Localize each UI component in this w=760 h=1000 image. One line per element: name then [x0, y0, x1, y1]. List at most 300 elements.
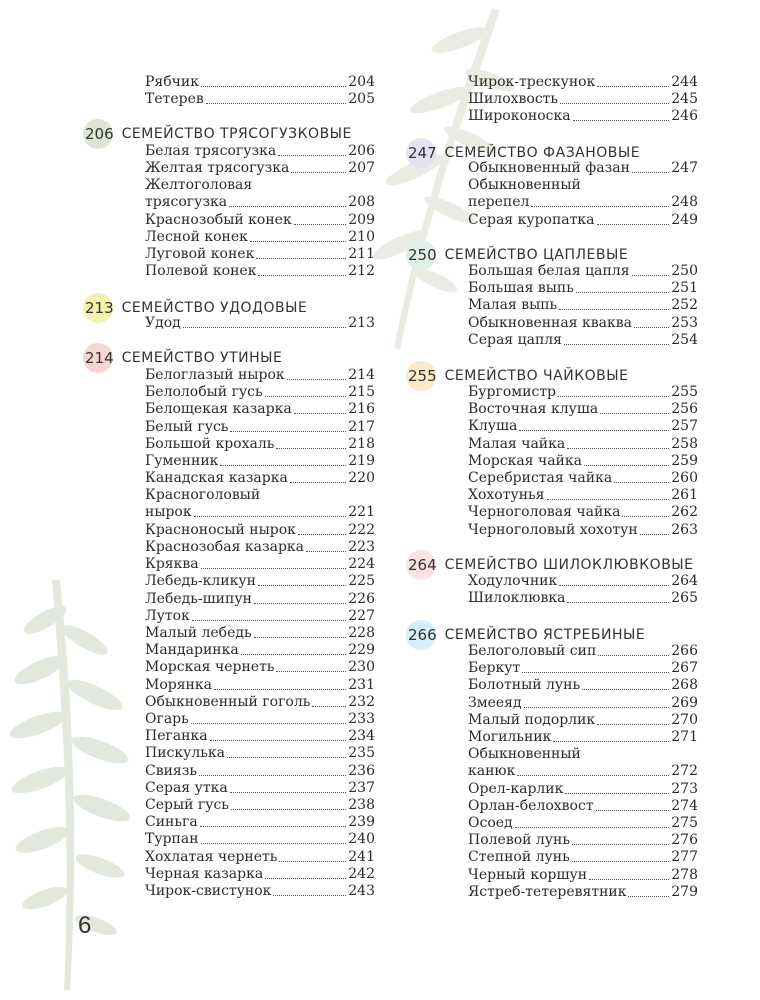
entry-title-continued: нырок	[145, 504, 192, 521]
toc-entry[interactable]	[145, 728, 375, 745]
entry-title: Канадская казарка	[145, 470, 288, 487]
toc-entry[interactable]	[468, 884, 698, 901]
entry-page: 269	[671, 694, 698, 711]
entry-page: 219	[348, 453, 375, 469]
dot-leader	[256, 258, 346, 259]
toc-entry[interactable]	[468, 470, 698, 487]
entry-page: 251	[671, 280, 698, 297]
entry-title: Белолобый гусь	[145, 384, 263, 401]
toc-entry[interactable]	[468, 74, 698, 91]
family-title: СЕМЕЙСТВО ЦАПЛЕВЫЕ	[444, 247, 629, 263]
dot-leader	[265, 396, 347, 397]
entry-page: 210	[348, 229, 375, 245]
entry-title: Восточная клуша	[468, 401, 599, 418]
family-number: 247	[408, 144, 437, 162]
entry-title: Полевой лунь	[468, 832, 570, 849]
entry-title: Желтоголовая	[145, 177, 253, 194]
toc-entry[interactable]	[468, 677, 698, 694]
entry-page: 254	[671, 331, 698, 348]
toc-entry[interactable]	[468, 280, 698, 297]
dot-leader	[553, 741, 669, 742]
toc-entry[interactable]	[468, 297, 698, 314]
toc-entry[interactable]	[145, 143, 375, 160]
toc-entry[interactable]	[145, 677, 375, 694]
toc-entry[interactable]	[145, 229, 375, 246]
dot-leader	[199, 775, 346, 776]
entry-page: 262	[671, 504, 698, 521]
toc-entry[interactable]	[145, 177, 375, 211]
dot-leader	[201, 568, 347, 569]
entry-title: Морская чайка	[468, 452, 582, 469]
toc-entry[interactable]	[145, 436, 375, 453]
entry-title: Черноголовый хохотун	[468, 521, 638, 538]
entry-title: Огарь	[145, 711, 189, 727]
entry-page: 243	[348, 883, 375, 899]
toc-entry[interactable]	[468, 712, 698, 729]
entry-title: Лебедь-кликун	[145, 573, 256, 590]
entry-page: 226	[348, 590, 375, 607]
entry-title: Полевой конек	[145, 263, 257, 280]
dot-leader	[560, 103, 669, 104]
entry-title: Пискулька	[145, 745, 225, 762]
entry-page: 264	[671, 573, 698, 589]
toc-entry[interactable]	[145, 367, 375, 384]
family-number: 264	[408, 556, 437, 574]
toc-entry[interactable]	[145, 401, 375, 418]
entry-page: 218	[348, 435, 375, 452]
entry-title: Тетерев	[145, 91, 204, 108]
entry-page: 209	[348, 211, 375, 228]
entry-title: Орел-карлик	[468, 780, 564, 797]
entry-title: Большая белая цапля	[468, 263, 630, 279]
entry-title: Луговой конек	[145, 246, 255, 263]
entry-title: Белый гусь	[145, 418, 229, 435]
toc-entry[interactable]	[145, 246, 375, 263]
dot-leader	[596, 810, 670, 811]
toc-entry[interactable]	[468, 177, 698, 211]
entry-page: 215	[348, 384, 375, 401]
toc-entry[interactable]	[468, 815, 698, 832]
entry-page: 240	[348, 831, 375, 848]
entry-page: 268	[671, 677, 698, 694]
toc-entry[interactable]	[145, 315, 375, 332]
entry-page: 274	[671, 797, 698, 814]
entry-title: Турпан	[145, 831, 199, 848]
toc-entry[interactable]	[145, 212, 375, 229]
entry-title: Белоголовый сип	[468, 643, 597, 659]
entry-title: Лесной конек	[145, 229, 248, 245]
entry-page: 241	[348, 848, 375, 865]
entry-page: 242	[348, 865, 375, 882]
entry-title: Морянка	[145, 676, 212, 693]
entry-page: 205	[348, 91, 375, 108]
dot-leader	[597, 724, 669, 725]
dot-leader	[622, 516, 669, 517]
dot-leader	[564, 344, 669, 345]
entry-title: Клуша	[468, 418, 518, 435]
entry-title: Змееяд	[468, 694, 522, 711]
entry-page: 276	[671, 832, 698, 849]
dot-leader	[565, 793, 669, 794]
entry-title: Малая выпь	[468, 297, 558, 314]
entry-title: Луток	[145, 607, 190, 624]
entry-title: Краснозобый конек	[145, 211, 292, 228]
dot-leader	[576, 292, 669, 293]
toc-entry[interactable]	[145, 384, 375, 401]
family-number: 214	[85, 349, 114, 367]
toc-entry[interactable]	[145, 711, 375, 728]
dot-leader	[191, 723, 347, 724]
entry-title: Хохотунья	[468, 487, 545, 504]
entry-page: 255	[671, 384, 698, 400]
dot-leader	[294, 413, 347, 414]
entry-title: Шилохвость	[468, 91, 559, 108]
entry-page: 246	[671, 108, 698, 125]
dot-leader	[632, 275, 670, 276]
entry-title: Серый гусь	[145, 797, 229, 813]
entry-page: 237	[348, 779, 375, 796]
dot-leader	[584, 465, 669, 466]
dot-leader	[192, 620, 346, 621]
dot-leader	[597, 224, 670, 225]
dot-leader	[194, 516, 347, 517]
entry-page: 247	[671, 160, 698, 176]
entry-page: 263	[671, 521, 698, 538]
entry-page: 266	[671, 643, 698, 659]
entry-page: 220	[348, 470, 375, 487]
toc-entry[interactable]	[145, 591, 375, 608]
toc-entry[interactable]	[468, 643, 698, 660]
family-number: 250	[408, 246, 437, 264]
dot-leader	[276, 448, 346, 449]
toc-entry[interactable]	[145, 883, 375, 900]
toc-entry[interactable]	[145, 522, 375, 539]
dot-leader	[254, 637, 347, 638]
page-number: 6	[78, 912, 92, 939]
dot-leader	[265, 878, 346, 879]
entry-page: 249	[671, 211, 698, 228]
dot-leader	[589, 879, 669, 880]
entry-page: 231	[348, 676, 375, 693]
entry-title: Широконоска	[468, 108, 571, 125]
family-title: СЕМЕЙСТВО ШИЛОКЛЮВКОВЫЕ	[444, 557, 694, 573]
entry-title: Ястреб-тетеревятник	[468, 883, 627, 900]
dot-leader	[227, 757, 346, 758]
entry-title: Беркут	[468, 660, 521, 677]
toc-entry[interactable]	[468, 504, 698, 521]
entry-title: Осоед	[468, 815, 513, 831]
entry-title: Обыкновенная кваква	[468, 314, 632, 331]
toc-entry[interactable]	[145, 263, 375, 280]
entry-title-continued: трясогузка	[145, 194, 228, 211]
family-number: 255	[408, 367, 437, 385]
entry-title: Белоглазый нырок	[145, 367, 285, 383]
entry-page: 245	[671, 91, 698, 108]
entry-page: 261	[671, 487, 698, 504]
dot-leader	[254, 603, 346, 604]
entry-title: Краснозобая казарка	[145, 539, 305, 555]
family-title: СЕМЕЙСТВО ЧАЙКОВЫЕ	[444, 368, 629, 384]
entry-title: Удод	[145, 315, 181, 331]
toc-entry[interactable]	[468, 522, 698, 539]
entry-page: 267	[671, 660, 698, 677]
dot-leader	[201, 86, 346, 87]
entry-title: Степной лунь	[468, 849, 570, 866]
entry-page: 207	[348, 160, 375, 177]
toc-entry[interactable]	[468, 384, 698, 401]
entry-page: 214	[348, 367, 375, 383]
toc-entry[interactable]	[468, 746, 698, 780]
dot-leader	[229, 206, 346, 207]
toc-entry[interactable]	[145, 831, 375, 848]
dot-leader	[241, 654, 347, 655]
toc-entry[interactable]	[468, 573, 698, 590]
dot-leader	[572, 861, 670, 862]
toc-entry[interactable]	[145, 642, 375, 659]
toc-entry[interactable]	[468, 832, 698, 849]
toc-entry[interactable]	[145, 91, 375, 108]
family-title: СЕМЕЙСТВО ФАЗАНОВЫЕ	[444, 145, 641, 161]
entry-title: Бургомистр	[468, 384, 557, 400]
entry-page: 273	[671, 780, 698, 797]
entry-page: 272	[671, 763, 698, 780]
toc-entry[interactable]	[145, 849, 375, 866]
dot-leader	[276, 671, 346, 672]
dot-leader	[614, 482, 669, 483]
entry-title: Черноголовая чайка	[468, 504, 621, 521]
toc-entry[interactable]	[468, 453, 698, 470]
dot-leader	[279, 861, 346, 862]
dot-leader	[306, 551, 346, 552]
dot-leader	[312, 706, 346, 707]
dot-leader	[582, 689, 669, 690]
entry-title: Ходулочник	[468, 573, 558, 589]
entry-page: 206	[348, 143, 375, 159]
entry-page: 232	[348, 693, 375, 710]
toc-entry[interactable]	[145, 453, 375, 470]
entry-page: 259	[671, 452, 698, 469]
entry-title: Желтая трясогузка	[145, 160, 290, 177]
toc-entry[interactable]	[145, 470, 375, 487]
family-number: 213	[85, 299, 114, 317]
dot-leader	[298, 534, 346, 535]
dot-leader	[567, 448, 669, 449]
entry-title: Могильник	[468, 729, 552, 745]
entry-title: Синьга	[145, 814, 198, 831]
toc-entry[interactable]	[145, 763, 375, 780]
toc-entry[interactable]	[468, 781, 698, 798]
entry-title: Обыкновенный фазан	[468, 160, 630, 176]
toc-entry[interactable]	[468, 798, 698, 815]
entry-title: Болотный лунь	[468, 677, 581, 694]
entry-page: 244	[671, 74, 698, 90]
dot-leader	[515, 827, 670, 828]
toc-entry[interactable]	[145, 659, 375, 676]
toc-entry[interactable]	[468, 108, 698, 125]
toc-entry[interactable]	[145, 556, 375, 573]
entry-page: 258	[671, 435, 698, 452]
dot-leader	[559, 585, 669, 586]
toc-entry[interactable]	[468, 436, 698, 453]
dot-leader	[278, 155, 346, 156]
entry-page: 213	[348, 315, 375, 331]
entry-title: Черный коршун	[468, 866, 588, 883]
entry-page: 225	[348, 573, 375, 590]
toc-entry[interactable]	[468, 729, 698, 746]
entry-title: Чирок-трескунок	[468, 74, 596, 90]
dot-leader	[210, 740, 347, 741]
entry-page: 217	[348, 418, 375, 435]
toc-entry[interactable]	[145, 625, 375, 642]
toc-entry[interactable]	[468, 867, 698, 884]
entry-title: Лебедь-шипун	[145, 590, 252, 607]
dot-leader	[628, 896, 669, 897]
entry-page: 235	[348, 745, 375, 762]
toc-entry[interactable]	[468, 487, 698, 504]
entry-title: Свиязь	[145, 762, 198, 779]
toc-entry[interactable]	[145, 797, 375, 814]
entry-page: 234	[348, 728, 375, 745]
dot-leader	[231, 809, 346, 810]
entry-title: Серая утка	[145, 779, 228, 796]
entry-title: Орлан-белохвост	[468, 797, 594, 814]
entry-page: 239	[348, 814, 375, 831]
dot-leader	[291, 172, 346, 173]
dot-leader	[634, 327, 669, 328]
entry-title: Обыкновенный	[468, 177, 581, 194]
family-title: СЕМЕЙСТВО ЯСТРЕБИНЫЕ	[444, 627, 646, 643]
toc-entry[interactable]	[145, 866, 375, 883]
entry-page: 238	[348, 797, 375, 813]
dot-leader	[258, 275, 346, 276]
entry-title: Кряква	[145, 556, 199, 573]
toc-entry[interactable]	[145, 780, 375, 797]
entry-page: 260	[671, 470, 698, 486]
dot-leader	[287, 379, 347, 380]
entry-page: 265	[671, 590, 698, 607]
dot-leader	[519, 430, 669, 431]
entry-page: 257	[671, 418, 698, 435]
family-title: СЕМЕЙСТВО ТРЯСОГУЗКОВЫЕ	[121, 126, 352, 142]
toc-entry[interactable]	[468, 418, 698, 435]
entry-title: Белощекая казарка	[145, 401, 292, 418]
toc-entry[interactable]	[468, 91, 698, 108]
toc-entry[interactable]	[468, 263, 698, 280]
entry-title: Хохлатая чернеть	[145, 848, 278, 865]
dot-leader	[220, 465, 346, 466]
dot-leader	[547, 499, 670, 500]
toc-entry[interactable]	[468, 160, 698, 177]
dot-leader	[632, 172, 669, 173]
entry-page: 248	[671, 194, 698, 211]
entry-title: Гуменник	[145, 453, 219, 469]
toc-entry[interactable]	[468, 695, 698, 712]
entry-page: 252	[671, 297, 698, 314]
toc-entry[interactable]	[468, 212, 698, 229]
dot-leader	[214, 689, 346, 690]
entry-page: 279	[671, 883, 698, 900]
toc-entry[interactable]	[145, 419, 375, 436]
toc-entry[interactable]	[145, 745, 375, 762]
entry-page: 256	[671, 401, 698, 418]
entry-title: Серебристая чайка	[468, 470, 613, 486]
toc-entry[interactable]	[145, 539, 375, 556]
entry-page: 221	[348, 504, 375, 521]
entry-title: Пеганка	[145, 728, 208, 745]
entry-page: 230	[348, 659, 375, 676]
entry-page: 236	[348, 762, 375, 779]
dot-leader	[294, 224, 347, 225]
dot-leader	[567, 602, 669, 603]
toc-entry[interactable]	[468, 315, 698, 332]
toc-entry[interactable]	[468, 590, 698, 607]
toc-entry[interactable]	[468, 401, 698, 418]
dot-leader	[206, 103, 346, 104]
dot-leader	[573, 120, 670, 121]
toc-entry[interactable]	[145, 608, 375, 625]
toc-entry[interactable]	[145, 160, 375, 177]
dot-leader	[273, 895, 346, 896]
entry-page: 204	[348, 74, 375, 90]
entry-page: 271	[671, 729, 698, 745]
toc-entry[interactable]	[468, 660, 698, 677]
toc-entry[interactable]	[468, 849, 698, 866]
toc-entry[interactable]	[145, 814, 375, 831]
dot-leader	[258, 585, 346, 586]
entry-page: 222	[348, 521, 375, 538]
entry-page: 212	[348, 263, 375, 280]
family-number: 206	[85, 125, 114, 143]
dot-leader	[640, 534, 670, 535]
entry-page: 229	[348, 642, 375, 659]
toc-entry[interactable]	[468, 332, 698, 349]
entry-title: Шилоклювка	[468, 590, 566, 607]
entry-page: 250	[671, 263, 698, 279]
dot-leader	[200, 826, 347, 827]
entry-title: Малый лебедь	[145, 625, 252, 641]
family-title: СЕМЕЙСТВО УДОДОВЫЕ	[121, 300, 308, 316]
entry-page: 227	[348, 607, 375, 624]
dot-leader	[572, 844, 669, 845]
entry-title: Обыкновенный	[468, 746, 581, 763]
entry-title: Черная казарка	[145, 865, 264, 882]
dot-leader	[559, 309, 669, 310]
dot-leader	[524, 707, 670, 708]
entry-page: 228	[348, 625, 375, 641]
entry-title: Серая куропатка	[468, 211, 595, 228]
entry-title: Малая чайка	[468, 435, 566, 452]
dot-leader	[250, 241, 346, 242]
dot-leader	[517, 775, 669, 776]
entry-title: Серая цапля	[468, 331, 562, 348]
entry-title: Красноносый нырок	[145, 521, 296, 538]
entry-page: 224	[348, 556, 375, 573]
toc-entry[interactable]	[145, 74, 375, 91]
toc-entry[interactable]	[145, 573, 375, 590]
entry-page: 270	[671, 711, 698, 728]
toc-entry[interactable]	[145, 487, 375, 521]
toc-entry[interactable]	[145, 694, 375, 711]
entry-page: 223	[348, 539, 375, 555]
entry-title: Мандаринка	[145, 642, 239, 659]
entry-page: 211	[348, 246, 375, 263]
dot-leader	[558, 396, 669, 397]
dot-leader	[230, 431, 346, 432]
entry-title: Белая трясогузка	[145, 143, 277, 159]
dot-leader	[531, 206, 669, 207]
family-title: СЕМЕЙСТВО УТИНЫЕ	[121, 350, 283, 366]
entry-title: Чирок-свистунок	[145, 883, 272, 899]
